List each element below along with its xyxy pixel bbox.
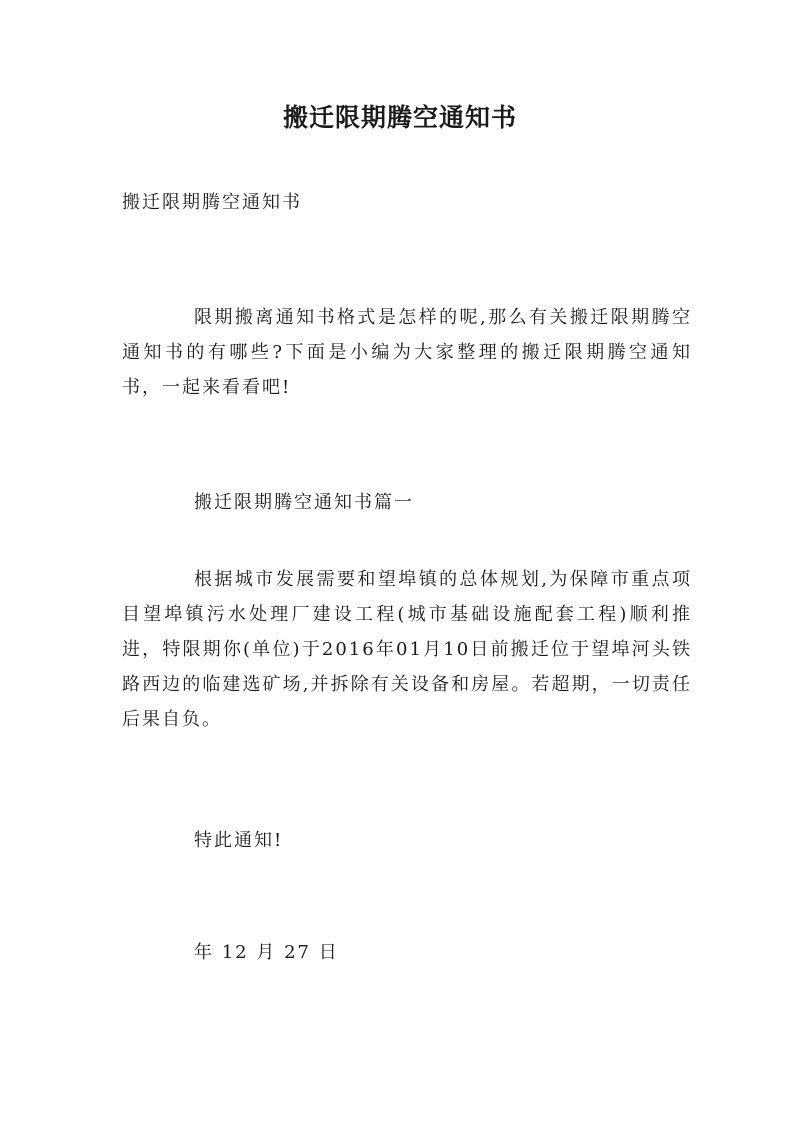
date-line: 年 12 月 27 日 — [194, 942, 339, 963]
document-title: 搬迁限期腾空通知书 — [282, 103, 517, 132]
closing-line: 特此通知! — [194, 830, 284, 851]
section-heading: 搬迁限期腾空通知书篇一 — [194, 492, 414, 513]
document-subtitle: 搬迁限期腾空通知书 — [122, 192, 302, 213]
body-paragraph: 根据城市发展需要和望埠镇的总体规划,为保障市重点项目望埠镇污水处理厂建设工程(城市基础设施配套工程)顺利推进，特限期你(单位)于2016年01月10日前搬迁位于望埠河头铁路西边的临建选矿场,并拆除有关设备和房屋。若超期，一切责任后果自负。 — [122, 569, 692, 730]
intro-paragraph: 限期搬离通知书格式是怎样的呢,那么有关搬迁限期腾空通知书的有哪些?下面是小编为大家整理的搬迁限期腾空通知书，一起来看看吧! — [122, 307, 692, 398]
